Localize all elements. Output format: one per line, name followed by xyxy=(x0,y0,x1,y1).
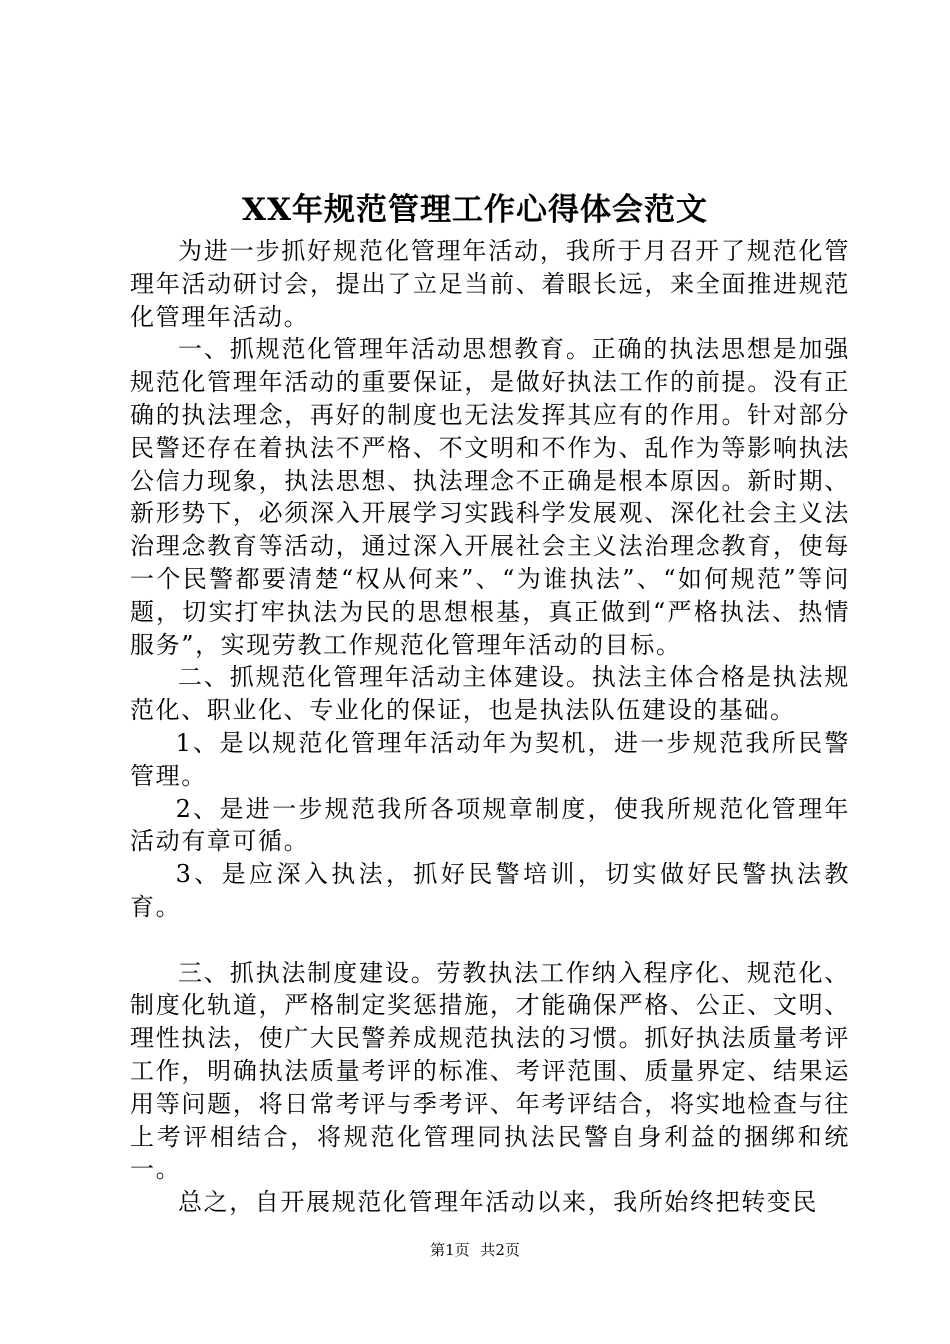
document-body xyxy=(130,235,850,1219)
paragraph-section-2: 二、抓规范化管理年活动主体建设。执法主体合格是执法规范化、职业化、专业化的保证，也是执法队伍建设的基础。 xyxy=(130,663,850,725)
page-number: 第1页 xyxy=(430,1241,470,1259)
paragraph-item-3: 3、是应深入执法，抓好民警培训，切实做好民警执法教育。 xyxy=(130,860,850,921)
paragraph-intro: 为进一步抓好规范化管理年活动，我所于月召开了规范化管理年活动研讨会，提出了立足当前、着眼长远，来全面推进规范化管理年活动。 xyxy=(130,237,850,331)
paragraph-section-3: 三、抓执法制度建设。劳教执法工作纳入程序化、规范化、制度化轨道，严格制定奖惩措施，才能确保严格、公正、文明、理性执法，使广大民警养成规范执法的习惯。抓好执法质量考评工作，明确执法质量考评的标准、考评范围、质量界定、结果运用等问题，将日常考评与季考评、年考评结合，将实地检查与往上考评相结合，将规范化管理同执法民警自身利益的捆绑和统一。 xyxy=(130,958,850,1184)
paragraph-item-1: 1、是以规范化管理年活动年为契机，进一步规范我所民警管理。 xyxy=(130,728,850,790)
page-total: 共2页 xyxy=(480,1241,520,1259)
paragraph-spacer xyxy=(130,924,850,957)
page-footer xyxy=(0,1240,950,1260)
paragraph-conclusion: 总之，自开展规范化管理年活动以来，我所始终把转变民 xyxy=(178,1188,818,1217)
paragraph-item-2: 2、是进一步规范我所各项规章制度，使我所规范化管理年活动有章可循。 xyxy=(130,794,850,856)
paragraph-section-1: 一、抓规范化管理年活动思想教育。正确的执法思想是加强规范化管理年活动的重要保证，是做好执法工作的前提。没有正确的执法理念，再好的制度也无法发挥其应有的作用。针对部分民警还存在着执法不严格、不文明和不作为、乱作为等影响执法公信力现象，执法思想、执法理念不正确是根本原因。新时期、新形势下，必须深入开展学习实践科学发展观、深化社会主义法治理念教育等活动，通过深入开展社会主义法治理念教育，使每一个民警都要清楚“权从何来”、“为谁执法”、“如何规范”等问题，切实打牢执法为民的思想根基，真正做到“严格执法、热情服务”，实现劳教工作规范化管理年活动的目标。 xyxy=(130,335,850,659)
document-title: XX年规范管理工作心得体会范文 xyxy=(241,192,709,228)
